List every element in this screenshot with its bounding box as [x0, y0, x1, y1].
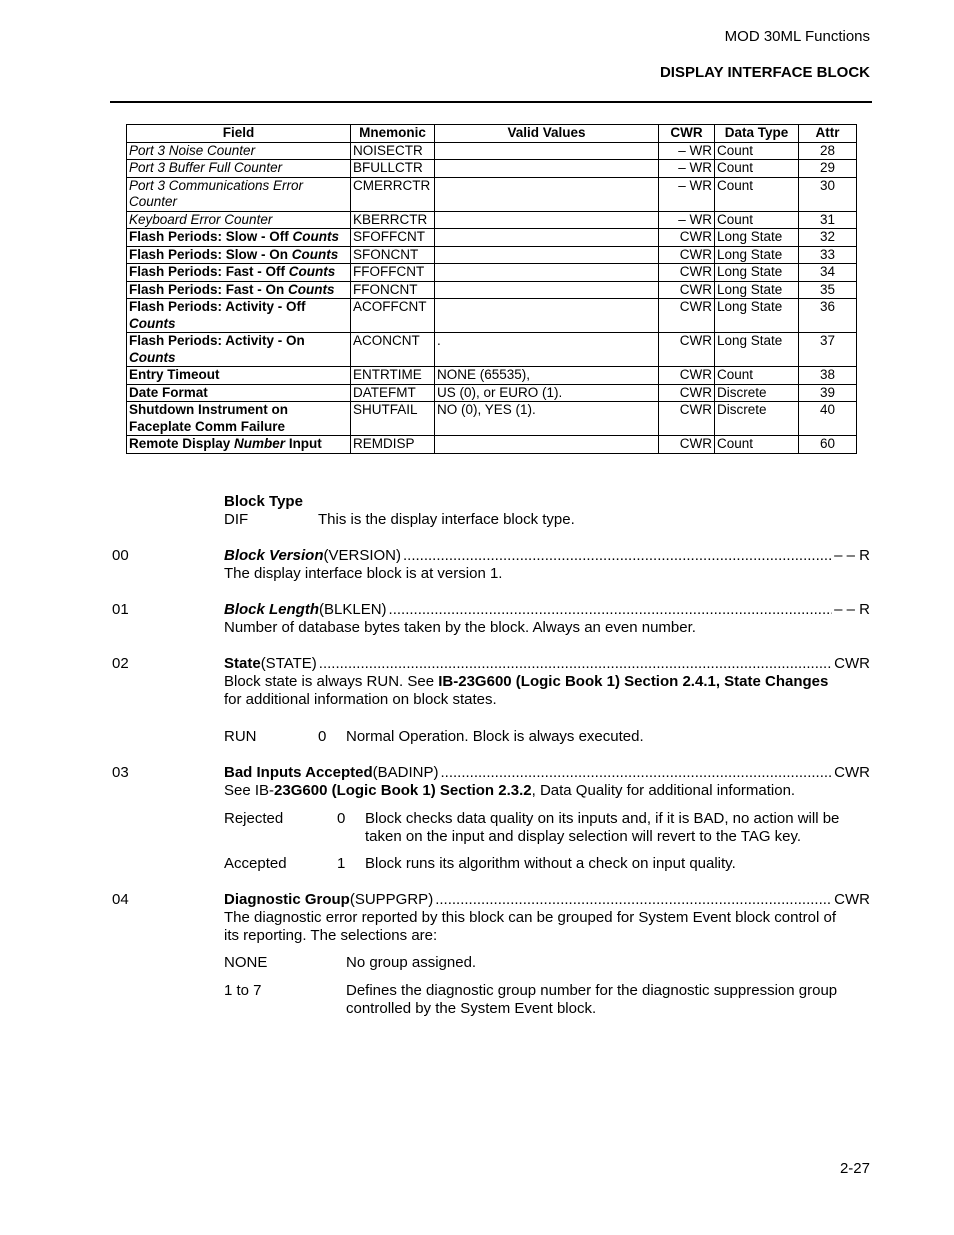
- param-access: CWR: [834, 764, 870, 781]
- option-label: Accepted: [224, 855, 287, 872]
- dot-leader: [435, 891, 832, 909]
- col-header-data-type: Data Type: [715, 125, 799, 143]
- cell-cwr: CWR: [659, 229, 715, 247]
- option-label: NONE: [224, 954, 268, 971]
- param-access: – – R: [834, 601, 870, 618]
- cell-field: Entry Timeout: [127, 367, 351, 385]
- param-desc-text: See IB-: [224, 782, 275, 799]
- table-row: [127, 160, 857, 178]
- table-header-row: [127, 125, 857, 143]
- cell-values: [435, 299, 659, 333]
- cell-attr: 36: [799, 299, 857, 333]
- cell-field: [127, 246, 351, 264]
- cell-type: Long State: [715, 333, 799, 367]
- cell-values: [435, 211, 659, 229]
- option-label: 1 to 7: [224, 982, 262, 999]
- param-desc-tail: , Data Quality for additional information.: [531, 782, 796, 799]
- cell-cwr: – WR: [659, 211, 715, 229]
- cell-type: Discrete: [715, 402, 799, 436]
- option-label: Rejected: [224, 810, 284, 827]
- option-desc: No group assigned.: [346, 954, 477, 971]
- cell-mnemonic: SFONCNT: [351, 246, 435, 264]
- table-row: [127, 264, 857, 282]
- param-name: Block Version: [224, 547, 324, 564]
- param-desc: [224, 782, 870, 800]
- cell-type: Long State: [715, 299, 799, 333]
- field-text: Remote Display: [129, 436, 235, 451]
- option-value: 0: [337, 810, 346, 827]
- cell-cwr: – WR: [659, 160, 715, 178]
- param-desc-reference: IB-23G600 (Logic Book 1) Section 2.4.1, State Changes: [438, 673, 829, 690]
- field-emphasis: Counts: [292, 229, 340, 244]
- cell-field: [127, 264, 351, 282]
- cell-attr: 30: [799, 177, 857, 211]
- param-number: 02: [112, 655, 129, 672]
- table-row: [127, 299, 857, 333]
- cell-values: .: [435, 333, 659, 367]
- param-title-line: [224, 655, 870, 673]
- cell-mnemonic: FFOFFCNT: [351, 264, 435, 282]
- field-text: Flash Periods: Fast - On: [129, 281, 289, 297]
- field-emphasis: Counts: [291, 246, 339, 262]
- cell-attr: 28: [799, 142, 857, 160]
- cell-cwr: CWR: [659, 299, 715, 333]
- cell-field: Port 3 Buffer Full Counter: [127, 160, 351, 178]
- cell-attr: 39: [799, 384, 857, 402]
- cell-values: [435, 160, 659, 178]
- param-desc-text: Block state is always RUN. See: [224, 673, 439, 690]
- cell-type: Count: [715, 142, 799, 160]
- cell-values: US (0), or EURO (1).: [435, 384, 659, 402]
- param-number: 03: [112, 764, 129, 781]
- param-diagnostic-group: [224, 891, 870, 945]
- param-name: Diagnostic Group: [224, 891, 350, 908]
- attribute-table: [126, 124, 857, 454]
- cell-values: [435, 281, 659, 299]
- cell-mnemonic: SHUTFAIL: [351, 402, 435, 436]
- cell-values: [435, 264, 659, 282]
- table-row: [127, 402, 857, 436]
- col-header-cwr: CWR: [659, 125, 715, 143]
- table-row: [127, 367, 857, 385]
- table-row: [127, 142, 857, 160]
- dot-leader: [319, 655, 832, 673]
- cell-type: Count: [715, 160, 799, 178]
- cell-field: Keyboard Error Counter: [127, 211, 351, 229]
- cell-field: Port 3 Communications Error Counter: [127, 177, 351, 211]
- field-emphasis: Counts: [129, 349, 176, 365]
- cell-attr: 32: [799, 229, 857, 247]
- block-type-heading: Block Type: [224, 493, 303, 510]
- param-name: State: [224, 655, 261, 672]
- cell-field: [127, 229, 351, 247]
- table-row: [127, 229, 857, 247]
- cell-field: Date Format: [127, 384, 351, 402]
- field-text: Flash Periods: Activity - On: [129, 333, 305, 348]
- option-desc-continued: taken on the input and display selection will revert to the TAG key.: [365, 828, 802, 845]
- param-number: 04: [112, 891, 129, 908]
- table-row: [127, 333, 857, 367]
- cell-field: Port 3 Noise Counter: [127, 142, 351, 160]
- cell-cwr: CWR: [659, 384, 715, 402]
- cell-mnemonic: NOISECTR: [351, 142, 435, 160]
- cell-attr: 38: [799, 367, 857, 385]
- cell-cwr: CWR: [659, 402, 715, 436]
- param-name: Block Length: [224, 601, 320, 618]
- param-desc: [224, 673, 870, 691]
- col-header-mnemonic: Mnemonic: [351, 125, 435, 143]
- cell-values: [435, 436, 659, 454]
- cell-mnemonic: ACONCNT: [351, 333, 435, 367]
- param-mnemonic: (BLKLEN): [319, 601, 387, 618]
- cell-values: NONE (65535),: [435, 367, 659, 385]
- cell-type: Long State: [715, 281, 799, 299]
- cell-type: Discrete: [715, 384, 799, 402]
- param-state: [224, 655, 870, 709]
- option-value: 0: [318, 728, 327, 745]
- cell-values: [435, 229, 659, 247]
- cell-mnemonic: ENTRTIME: [351, 367, 435, 385]
- cell-values: NO (0), YES (1).: [435, 402, 659, 436]
- param-number: 01: [112, 601, 129, 618]
- cell-cwr: – WR: [659, 142, 715, 160]
- param-mnemonic: (BADINP): [372, 764, 439, 781]
- param-name: Bad Inputs Accepted: [224, 764, 373, 781]
- option-desc: Block checks data quality on its inputs and, if it is BAD, no action will be: [365, 810, 840, 827]
- cell-type: Long State: [715, 264, 799, 282]
- page-number: 2-27: [839, 1160, 870, 1177]
- param-desc: The display interface block is at version 1.: [224, 565, 503, 582]
- cell-attr: 40: [799, 402, 857, 436]
- cell-cwr: – WR: [659, 177, 715, 211]
- param-title-line: [224, 547, 870, 565]
- param-block-length: [224, 601, 870, 637]
- param-access: – – R: [834, 547, 870, 564]
- cell-attr: 37: [799, 333, 857, 367]
- header-section: MOD 30ML Functions: [724, 28, 870, 45]
- table-row: [127, 177, 857, 211]
- param-desc: The diagnostic error reported by this block can be grouped for System Event block control of: [224, 909, 836, 926]
- cell-mnemonic: KBERRCTR: [351, 211, 435, 229]
- param-bad-inputs-accepted: [224, 764, 870, 800]
- param-block-version: [224, 547, 870, 583]
- cell-mnemonic: FFONCNT: [351, 281, 435, 299]
- cell-attr: 35: [799, 281, 857, 299]
- col-header-attr: Attr: [799, 125, 857, 143]
- param-desc-continued: for additional information on block states.: [224, 691, 497, 708]
- param-number: 00: [112, 547, 129, 564]
- cell-cwr: CWR: [659, 246, 715, 264]
- param-access: CWR: [834, 891, 870, 908]
- param-desc-continued: its reporting. The selections are:: [224, 927, 438, 944]
- param-title-line: [224, 764, 870, 782]
- block-type-code: DIF: [224, 511, 249, 528]
- cell-type: Long State: [715, 246, 799, 264]
- cell-field: [127, 299, 351, 333]
- field-emphasis: Counts: [288, 281, 335, 297]
- param-title-line: [224, 891, 870, 909]
- cell-attr: 29: [799, 160, 857, 178]
- header-title: DISPLAY INTERFACE BLOCK: [659, 64, 870, 81]
- table-row: [127, 281, 857, 299]
- cell-mnemonic: CMERRCTR: [351, 177, 435, 211]
- field-emphasis: Number: [234, 436, 286, 451]
- field-emphasis: Counts: [288, 264, 336, 279]
- option-value: 1: [337, 855, 346, 872]
- field-text: Flash Periods: Slow - Off: [129, 229, 293, 244]
- option-desc: Defines the diagnostic group number for the diagnostic suppression group: [346, 982, 838, 999]
- cell-mnemonic: SFOFFCNT: [351, 229, 435, 247]
- cell-field: [127, 281, 351, 299]
- cell-type: Long State: [715, 229, 799, 247]
- param-title-line: [224, 601, 870, 619]
- table-row: [127, 384, 857, 402]
- cell-field: Shutdown Instrument on Faceplate Comm Failure: [127, 402, 351, 436]
- param-mnemonic: (STATE): [260, 655, 317, 672]
- cell-cwr: CWR: [659, 264, 715, 282]
- table-row: [127, 436, 857, 454]
- cell-field: [127, 436, 351, 454]
- table-row: [127, 246, 857, 264]
- cell-attr: 34: [799, 264, 857, 282]
- cell-values: [435, 246, 659, 264]
- cell-attr: 33: [799, 246, 857, 264]
- param-desc: Number of database bytes taken by the block. Always an even number.: [224, 619, 696, 636]
- dot-leader: [440, 764, 832, 782]
- dot-leader: [389, 601, 833, 619]
- col-header-valid-values: Valid Values: [435, 125, 659, 143]
- cell-type: Count: [715, 177, 799, 211]
- param-access: CWR: [834, 655, 870, 672]
- block-type-desc: This is the display interface block type.: [318, 511, 575, 528]
- col-header-field: Field: [127, 125, 351, 143]
- cell-type: Count: [715, 436, 799, 454]
- cell-cwr: CWR: [659, 436, 715, 454]
- cell-mnemonic: ACOFFCNT: [351, 299, 435, 333]
- cell-attr: 31: [799, 211, 857, 229]
- option-desc: Normal Operation. Block is always executed.: [346, 728, 644, 745]
- cell-cwr: CWR: [659, 333, 715, 367]
- header-rule: [110, 101, 872, 103]
- cell-mnemonic: DATEFMT: [351, 384, 435, 402]
- table-row: [127, 211, 857, 229]
- cell-values: [435, 142, 659, 160]
- cell-cwr: CWR: [659, 367, 715, 385]
- cell-mnemonic: REMDISP: [351, 436, 435, 454]
- option-desc: Block runs its algorithm without a check on input quality.: [365, 855, 736, 872]
- cell-cwr: CWR: [659, 281, 715, 299]
- option-desc-continued: controlled by the System Event block.: [346, 1000, 597, 1017]
- dot-leader: [403, 547, 832, 565]
- cell-attr: 60: [799, 436, 857, 454]
- cell-field: [127, 333, 351, 367]
- cell-values: [435, 177, 659, 211]
- field-text: Flash Periods: Slow - On: [129, 246, 292, 262]
- cell-mnemonic: BFULLCTR: [351, 160, 435, 178]
- field-emphasis: Counts: [129, 315, 176, 331]
- cell-type: Count: [715, 211, 799, 229]
- field-text: Flash Periods: Fast - Off: [129, 264, 289, 279]
- field-text: Flash Periods: Activity - Off: [129, 299, 306, 314]
- field-text-tail: Input: [285, 436, 322, 451]
- param-mnemonic: (VERSION): [323, 547, 401, 564]
- param-mnemonic: (SUPPGRP): [349, 891, 434, 908]
- param-desc-reference: 23G600 (Logic Book 1) Section 2.3.2: [274, 782, 532, 799]
- cell-type: Count: [715, 367, 799, 385]
- option-label: RUN: [224, 728, 257, 745]
